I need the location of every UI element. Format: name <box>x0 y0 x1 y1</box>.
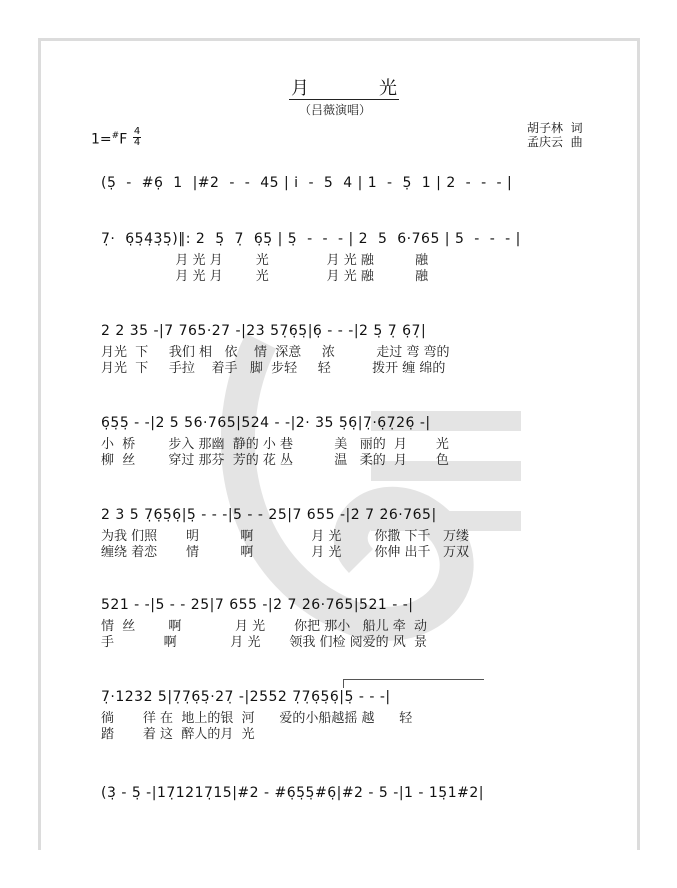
notation-line: 7̣· 6̣5̣4̣3̣5̣)‖: 2 5̣ 7̣ 6̣5̣ | 5̣ - - - | 2 5 6·765 | 5 - - - | <box>101 231 521 247</box>
notation-line: 2 2 35 -|7 765·27 -|23 57̣6̣5̣|6̣ - - -|2 5̣ 7̣ 6̣7̣| <box>101 323 427 339</box>
lyric-verse-1: 小 桥 步入 那幽 静的 小 巷 美 丽的 月 光 <box>101 437 449 452</box>
lyric-verse-1: 徜 徉 在 地上的银 河 爱的小船越摇 越 轻 <box>101 711 413 726</box>
credits <box>527 121 583 149</box>
notation-line: (3̣ - 5̣ -|17̣1217̣15|#2 - #6̣5̣5̣#6̣|#2 - 5 -|1 - 15̣1#2| <box>101 785 484 801</box>
lyric-verse-1: 月 光 月 光 月 光 融 融 <box>101 253 429 268</box>
lyric-verse-2: 缠绕 着恋 情 啊 月 光 你伸 出千 万双 <box>101 545 469 560</box>
volta-bracket <box>343 679 484 688</box>
sharp-icon: # <box>111 131 120 141</box>
lyricist-credit: 胡子林 词 <box>527 121 583 135</box>
performer-subtitle: （吕薇演唱） <box>299 103 372 117</box>
notation-line: (5̣ - #6̣ 1 |#2 - - 45 | i̇ - 5 4 | 1 - 5̣ 1 | 2 - - - | <box>101 175 513 191</box>
song-title: 月 光 <box>291 78 397 99</box>
notation-line: 2 3 5 7̣6̣5̣6̣|5̣ - - -|5 - - 25|7 655 -|2̇ 7 2̇6·765| <box>101 507 437 523</box>
lyric-verse-1: 情 丝 啊 月 光 你把 那小 船儿 牵 动 <box>101 619 428 634</box>
lyric-verse-2: 月光 下 手拉 着手 脚 步轻 轻 拨开 缠 绵的 <box>101 361 446 376</box>
notation-line: 521 - -|5 - - 25|7 655 -|2̇ 7 2̇6·765|521 - -| <box>101 597 414 613</box>
lyric-verse-2: 手 啊 月 光 领我 们检 阅爱的 风 景 <box>101 635 428 650</box>
notation-line: 7̣·1232 5|7̣7̣6̣5̣·27̣ -|2552 7̣7̣6̣5̣6̣|5̣ - - -| <box>101 689 391 705</box>
score-page <box>38 38 640 850</box>
key-signature: 1=#F <box>91 131 128 148</box>
lyric-verse-2: 踏 着 这 醉人的月 光 <box>101 727 255 742</box>
time-signature: 4 4 <box>133 126 141 148</box>
notation-line: 6̣5̣5̣ - -|2 5 56·765|524 - -|2· 35 5̣6̣|7̣·6̣7̣26̣ -| <box>101 415 431 431</box>
lyric-verse-2: 月 光 月 光 月 光 融 融 <box>101 269 429 284</box>
lyric-verse-1: 月光 下 我们 相 依 情 深意 浓 走过 弯 弯的 <box>101 345 450 360</box>
composer-credit: 孟庆云 曲 <box>527 135 583 149</box>
lyric-verse-1: 为我 们照 明 啊 月 光 你撒 下千 万缕 <box>101 529 469 544</box>
lyric-verse-2: 柳 丝 穿过 那芬 芳的 花 丛 温 柔的 月 色 <box>101 453 449 468</box>
